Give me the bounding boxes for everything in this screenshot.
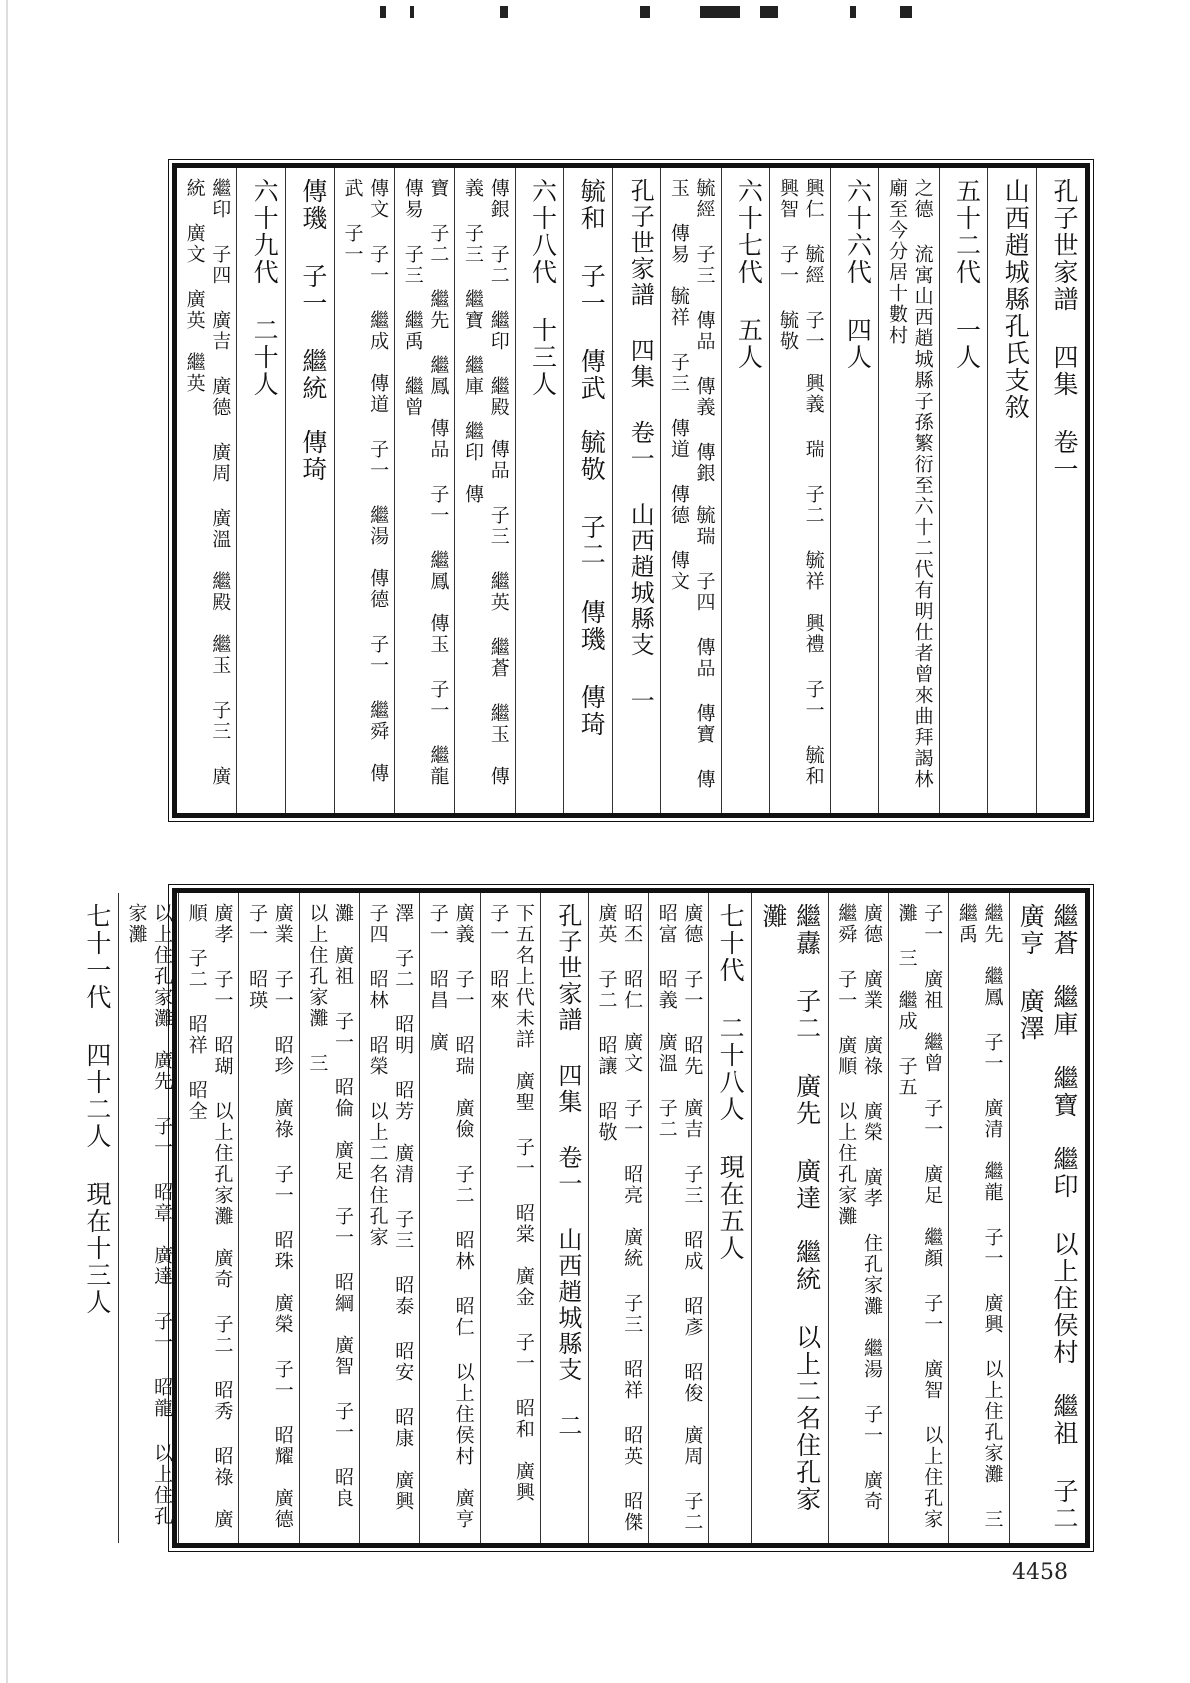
top-panel-column-7: 毓經 子三 傳品 傳義 傳銀 毓瑞 子四 傳品 傳寶 傳玉 傳易 毓祥 子三 傳道 傳德 傳文: [660, 168, 720, 813]
top-panel-column-13: 傳文 子一 繼成 傳道 子一 繼湯 傳德 子一 繼舜 傳武 子一: [334, 168, 394, 813]
top-panel-column-14: 傳璣 子一 繼統 傳琦: [285, 168, 334, 813]
top-panel-column-5: 興仁 毓經 子一 興義 瑞 子二 毓祥 興禮 子一 毓和 興智 子一 毓敬: [769, 168, 829, 813]
bottom-panel-column-13: 廣業 子一 昭珍 廣祿 子一 昭珠 廣榮 子一 昭耀 廣德 子一 昭瑛: [238, 893, 298, 1543]
bottom-panel-column-0: 繼蒼 繼庫 繼寶 繼印 以上住侯村 繼祖 子二 廣亨 廣澤: [1009, 893, 1086, 1543]
top-panel-column-12: 寶 子二 繼先 繼鳳 傳品 子一 繼鳳 傳玉 子一 繼龍 傳易 子三 繼禹 繼曾: [394, 168, 454, 813]
bottom-panel-column-4: 繼纛 子二 廣先 廣達 繼統 以上二名住孔家灘: [751, 893, 828, 1543]
bottom-panel-column-5: 七十代 二十八人 現在五人: [708, 893, 751, 1543]
bottom-panel-column-3: 廣德 廣業 廣祿 廣榮 廣孝 住孔家灘 繼湯 子一 廣奇 繼舜 子一 廣順 以上住孔家灘: [828, 893, 888, 1543]
page-number: 4458: [1012, 1560, 1068, 1585]
bottom-panel-column-7: 昭丕 昭仁 廣文 子一 昭亮 廣統 子三 昭祥 昭英 昭傑 廣英 子二 昭讓 昭敬: [588, 893, 648, 1543]
top-panel-column-16: 繼印 子四 廣吉 廣德 廣周 廣溫 繼殿 繼玉 子三 廣統 廣文 廣英 繼英: [183, 178, 232, 787]
top-page-panel: [172, 163, 1090, 818]
top-panel-column-6: 六十七代 五人: [721, 168, 770, 813]
bottom-panel-column-2: 子一 廣祖 繼曾 子一 廣足 繼顏 子一 廣智 以上住孔家灘 三 繼成 子五: [888, 893, 948, 1543]
bottom-panel-column-15: 以上住孔家灘 廣先 子一 昭章 廣達 子一 昭龍 以上住孔家灘: [118, 893, 178, 1543]
bottom-panel-column-11: 澤 子二 昭明 昭芳 廣清 子三 昭泰 昭安 昭康 廣興 子四 昭林 昭榮 以上二名住孔家: [359, 893, 419, 1543]
bottom-panel-column-8: 孔子世家譜 四集 卷一 山西趙城縣支 二: [540, 893, 588, 1543]
bottom-panel-column-14: 廣孝 子一 昭瑚 以上住孔家灘 廣奇 子二 昭秀 昭祿 廣順 子二 昭祥 昭全: [178, 893, 238, 1543]
bottom-panel-column-10: 廣義 子一 昭瑞 廣儉 子二 昭林 昭仁 以上住侯村 廣亨 子一 昭昌 廣: [419, 893, 479, 1543]
bottom-panel-column-6: 廣德 子一 昭先 廣吉 子三 昭成 昭彥 昭俊 廣周 子二 昭富 昭義 廣溫 子二: [648, 893, 708, 1543]
top-panel-column-2: 五十二代 一人: [939, 168, 988, 813]
scan-margin-line: [6, 0, 8, 1683]
top-panel-column-10: 六十八代 十三人: [515, 168, 564, 813]
top-panel-column-9: 毓和 子一 傳武 毓敬 子二 傳璣 傳琦: [563, 168, 612, 813]
top-panel-column-4: 六十六代 四人: [830, 168, 879, 813]
top-panel-column-3: 之德 流寓山西趙城縣子孫繁衍至六十二代有明仕者曾來曲拜謁林廟至今分居十數村: [878, 168, 938, 813]
bottom-panel-column-9: 下五名上代未詳 廣聖 子一 昭棠 廣金 子一 昭和 廣興 子一 昭來: [480, 893, 540, 1543]
top-panel-column-0: 孔子世家譜 四集 卷一: [1036, 168, 1085, 813]
top-panel-column-8: 孔子世家譜 四集 卷一 山西趙城縣支 一: [612, 168, 660, 813]
bottom-page-panel: [82, 888, 1090, 1554]
bottom-panel-column-1: 繼先 繼鳳 子一 廣清 繼龍 子一 廣興 以上住孔家灘 三 繼禹: [948, 893, 1008, 1543]
top-panel-column-1: 山西趙城縣孔氏支敘: [987, 168, 1036, 813]
top-scan-noise: [380, 6, 940, 20]
bottom-panel-column-12: 灘 廣祖 子一 昭倫 廣足 子一 昭綱 廣智 子一 昭良 以上住孔家灘 三: [299, 893, 359, 1543]
top-panel-column-15: 六十九代 二十人: [236, 168, 285, 813]
bottom-panel-column-16: 七十一代 四十二人 現在十三人: [82, 903, 112, 1316]
top-panel-column-11: 傳銀 子二 繼印 繼殿 傳品 子三 繼英 繼蒼 繼玉 傳義 子三 繼寶 繼庫 繼印 傳: [454, 168, 514, 813]
